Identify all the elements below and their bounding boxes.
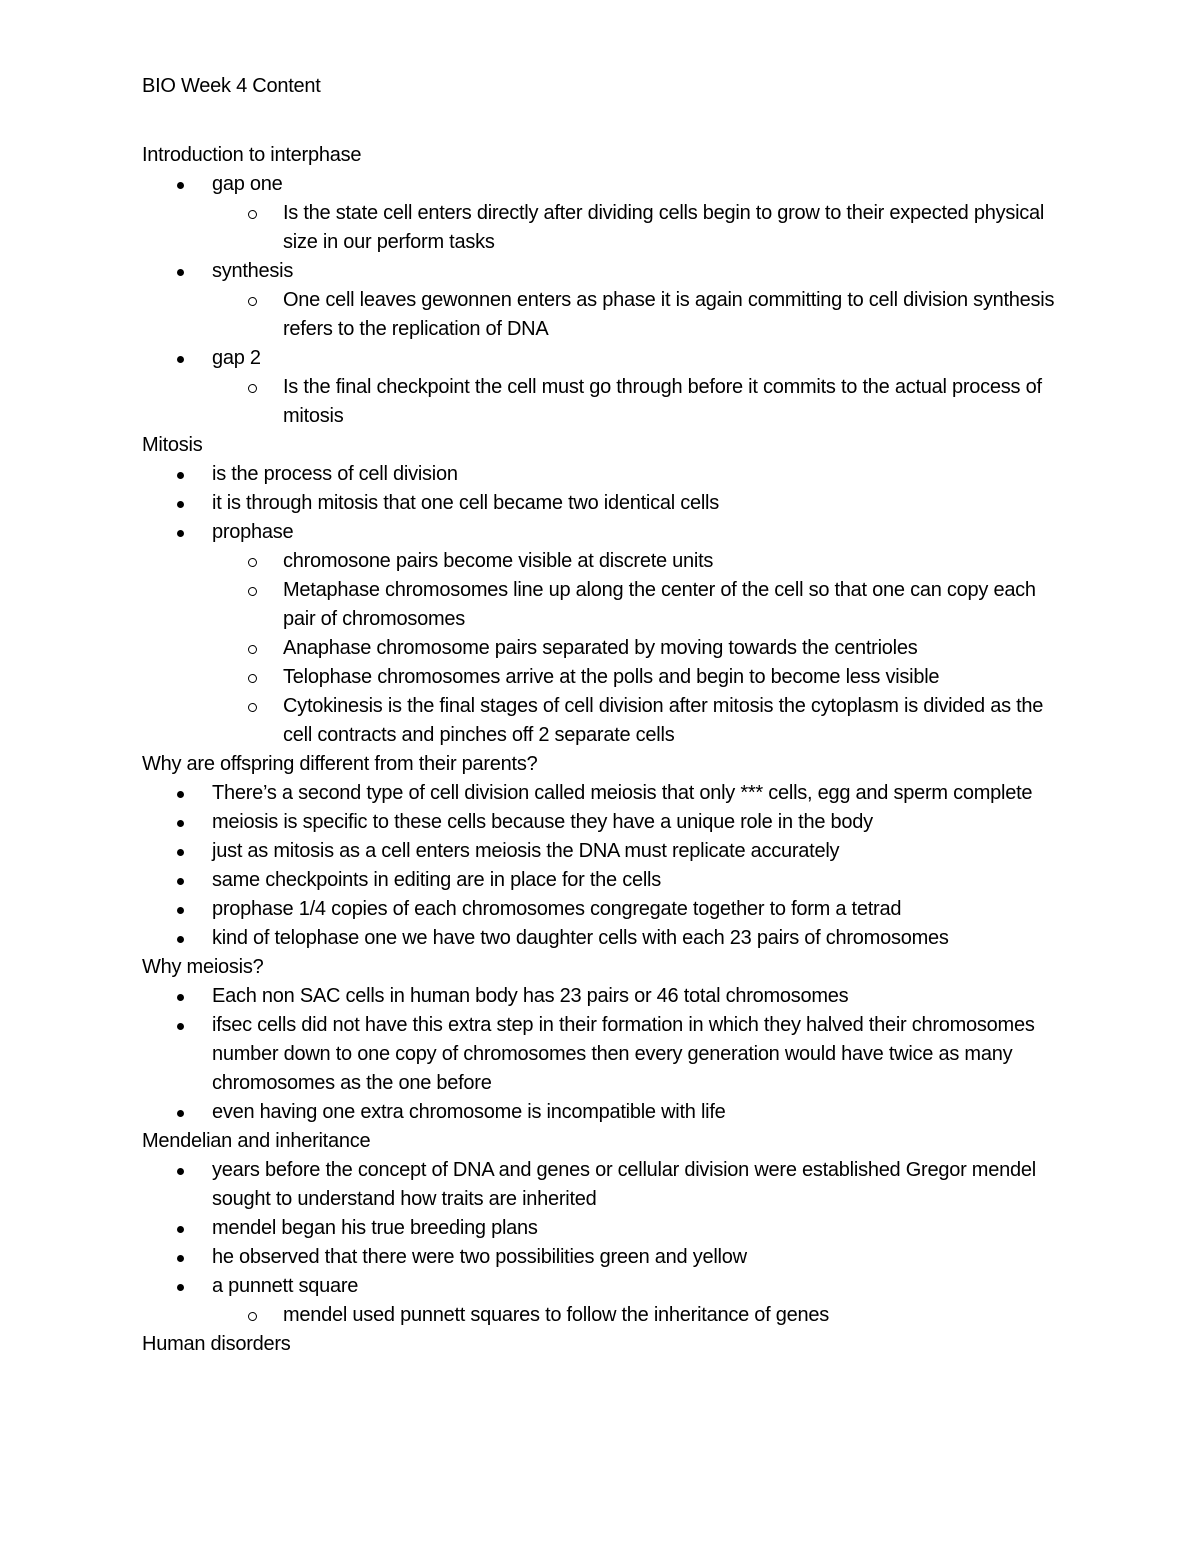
sub-list-item bbox=[212, 663, 1062, 692]
sub-list bbox=[212, 373, 1062, 431]
bullet-icon bbox=[177, 472, 184, 479]
sub-list-item-text: Is the state cell enters directly after dividing cells begin to grow to their expected physical size in our perform tasks bbox=[283, 202, 1045, 253]
list-item-text: just as mitosis as a cell enters meiosis the DNA must replicate accurately bbox=[212, 840, 840, 862]
sub-list-item-text: chromosone pairs become visible at discrete units bbox=[283, 550, 714, 572]
bullet-icon bbox=[177, 907, 184, 914]
list-item bbox=[142, 1272, 1062, 1330]
list-item-text: ifsec cells did not have this extra step in their formation in which they halved their chromosomes number down to one copy of chromosomes then every generation would have twice as many chromosomes as the one before bbox=[212, 1014, 1035, 1094]
section-offspring bbox=[142, 750, 1062, 953]
sub-list-item bbox=[212, 576, 1062, 634]
list-item bbox=[142, 1098, 1062, 1127]
list-item-text: gap 2 bbox=[212, 347, 261, 369]
bullet-list bbox=[142, 170, 1062, 431]
sub-list-item-text: Cytokinesis is the final stages of cell division after mitosis the cytoplasm is divided as the cell contracts and pinches off 2 separate cells bbox=[283, 695, 1044, 746]
list-item bbox=[142, 1214, 1062, 1243]
sub-list-item bbox=[212, 373, 1062, 431]
list-item-text: a punnett square bbox=[212, 1275, 359, 1297]
circle-bullet-icon bbox=[248, 384, 257, 393]
bullet-icon bbox=[177, 1023, 184, 1030]
bullet-icon bbox=[177, 1284, 184, 1291]
sub-list-item bbox=[212, 1301, 1062, 1330]
bullet-icon bbox=[177, 994, 184, 1001]
list-item bbox=[142, 518, 1062, 750]
sub-list bbox=[212, 1301, 1062, 1330]
bullet-icon bbox=[177, 820, 184, 827]
list-item bbox=[142, 808, 1062, 837]
circle-bullet-icon bbox=[248, 1312, 257, 1321]
section-why-meiosis bbox=[142, 953, 1062, 1127]
list-item bbox=[142, 924, 1062, 953]
sub-list-item bbox=[212, 199, 1062, 257]
circle-bullet-icon bbox=[248, 674, 257, 683]
list-item-text: gap one bbox=[212, 173, 283, 195]
list-item-text: prophase bbox=[212, 521, 294, 543]
list-item-text: kind of telophase one we have two daughter cells with each 23 pairs of chromosomes bbox=[212, 927, 949, 949]
bullet-icon bbox=[177, 1226, 184, 1233]
sub-list bbox=[212, 547, 1062, 750]
bullet-icon bbox=[177, 791, 184, 798]
sub-list-item bbox=[212, 547, 1062, 576]
list-item bbox=[142, 170, 1062, 257]
section-heading: Why are offspring different from their parents? bbox=[142, 753, 538, 775]
circle-bullet-icon bbox=[248, 587, 257, 596]
list-item-text: it is through mitosis that one cell became two identical cells bbox=[212, 492, 719, 514]
bullet-list bbox=[142, 779, 1062, 953]
circle-bullet-icon bbox=[248, 645, 257, 654]
list-item bbox=[142, 982, 1062, 1011]
list-item bbox=[142, 257, 1062, 344]
document-title: BIO Week 4 Content bbox=[142, 75, 321, 97]
bullet-icon bbox=[177, 849, 184, 856]
bullet-icon bbox=[177, 1110, 184, 1117]
circle-bullet-icon bbox=[248, 558, 257, 567]
sub-list bbox=[212, 286, 1062, 344]
list-item-text: There’s a second type of cell division called meiosis that only *** cells, egg and sperm complete bbox=[212, 782, 1033, 804]
list-item bbox=[142, 779, 1062, 808]
sub-list-item bbox=[212, 634, 1062, 663]
list-item bbox=[142, 1243, 1062, 1272]
sub-list-item-text: Metaphase chromosomes line up along the center of the cell so that one can copy each pair of chromosomes bbox=[283, 579, 1036, 630]
list-item-text: prophase 1/4 copies of each chromosomes congregate together to form a tetrad bbox=[212, 898, 902, 920]
section-human-disorders bbox=[142, 1330, 1062, 1359]
section-mitosis bbox=[142, 431, 1062, 750]
sub-list-item bbox=[212, 286, 1062, 344]
circle-bullet-icon bbox=[248, 703, 257, 712]
bullet-icon bbox=[177, 269, 184, 276]
sub-list-item-text: Is the final checkpoint the cell must go through before it commits to the actual process of mitosis bbox=[283, 376, 1042, 427]
bullet-icon bbox=[177, 1255, 184, 1262]
list-item bbox=[142, 895, 1062, 924]
list-item bbox=[142, 1156, 1062, 1214]
section-heading: Why meiosis? bbox=[142, 956, 264, 978]
bullet-icon bbox=[177, 182, 184, 189]
list-item-text: even having one extra chromosome is incompatible with life bbox=[212, 1101, 726, 1123]
list-item bbox=[142, 489, 1062, 518]
list-item bbox=[142, 837, 1062, 866]
section-heading: Mitosis bbox=[142, 434, 203, 456]
section-heading: Human disorders bbox=[142, 1333, 291, 1355]
bullet-icon bbox=[177, 1168, 184, 1175]
section-heading: Introduction to interphase bbox=[142, 144, 362, 166]
list-item-text: synthesis bbox=[212, 260, 294, 282]
bullet-list bbox=[142, 1156, 1062, 1330]
list-item-text: mendel began his true breeding plans bbox=[212, 1217, 538, 1239]
section-mendelian bbox=[142, 1127, 1062, 1330]
circle-bullet-icon bbox=[248, 297, 257, 306]
bullet-icon bbox=[177, 501, 184, 508]
document-body bbox=[142, 141, 1062, 1359]
list-item bbox=[142, 460, 1062, 489]
bullet-icon bbox=[177, 936, 184, 943]
sub-list-item-text: Anaphase chromosome pairs separated by moving towards the centrioles bbox=[283, 637, 918, 659]
sub-list bbox=[212, 199, 1062, 257]
list-item bbox=[142, 344, 1062, 431]
bullet-icon bbox=[177, 878, 184, 885]
circle-bullet-icon bbox=[248, 210, 257, 219]
list-item bbox=[142, 1011, 1062, 1098]
sub-list-item-text: One cell leaves gewonnen enters as phase it is again committing to cell division synthesis refers to the replication of DNA bbox=[283, 289, 1055, 340]
list-item-text: meiosis is specific to these cells because they have a unique role in the body bbox=[212, 811, 873, 833]
list-item-text: years before the concept of DNA and genes or cellular division were established Gregor mendel sought to understand how traits are inherited bbox=[212, 1159, 1036, 1210]
sub-list-item-text: mendel used punnett squares to follow the inheritance of genes bbox=[283, 1304, 829, 1326]
list-item-text: is the process of cell division bbox=[212, 463, 458, 485]
bullet-icon bbox=[177, 530, 184, 537]
list-item bbox=[142, 866, 1062, 895]
list-item-text: Each non SAC cells in human body has 23 pairs or 46 total chromosomes bbox=[212, 985, 849, 1007]
list-item-text: he observed that there were two possibilities green and yellow bbox=[212, 1246, 747, 1268]
sub-list-item-text: Telophase chromosomes arrive at the polls and begin to become less visible bbox=[283, 666, 940, 688]
bullet-list bbox=[142, 460, 1062, 750]
list-item-text: same checkpoints in editing are in place for the cells bbox=[212, 869, 661, 891]
bullet-list bbox=[142, 982, 1062, 1127]
bullet-icon bbox=[177, 356, 184, 363]
sub-list-item bbox=[212, 692, 1062, 750]
section-interphase bbox=[142, 141, 1062, 431]
section-heading: Mendelian and inheritance bbox=[142, 1130, 371, 1152]
